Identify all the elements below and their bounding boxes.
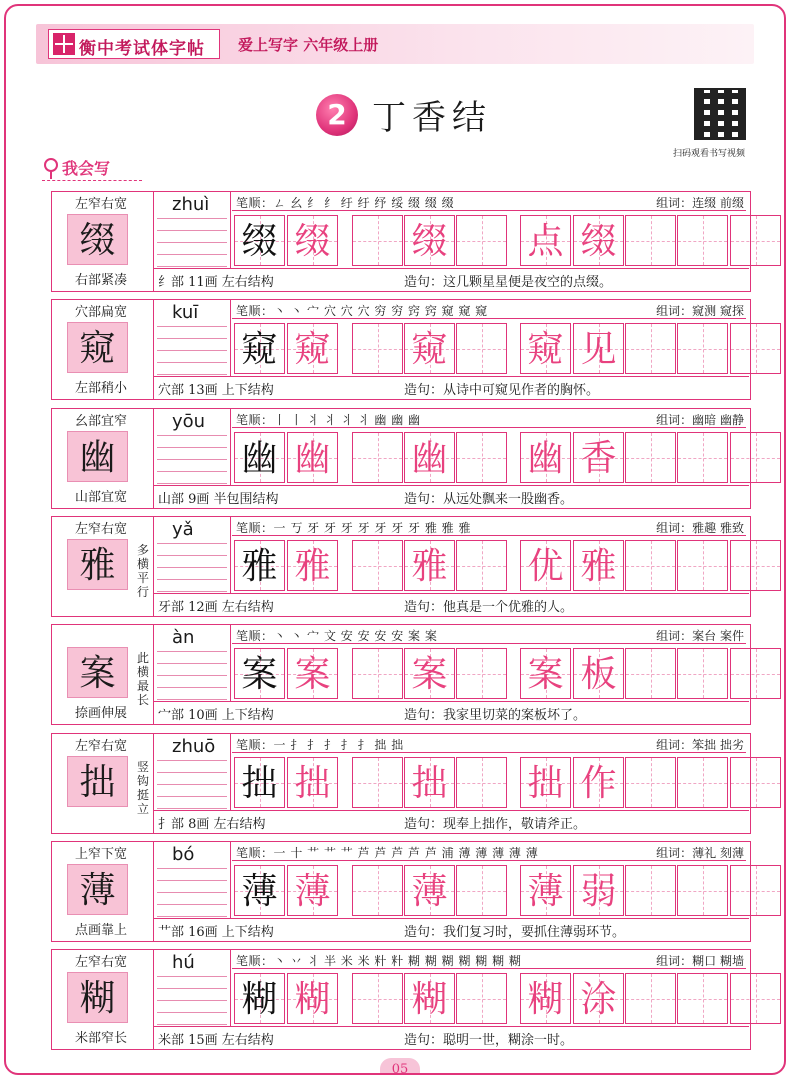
trace-character: 窥 xyxy=(411,329,448,370)
tianzige-cell[interactable] xyxy=(456,648,507,699)
phrase-character: 弱 xyxy=(580,871,617,912)
info-divider xyxy=(153,918,749,919)
tianzige-cell[interactable] xyxy=(625,215,676,266)
tianzige-cell[interactable] xyxy=(456,215,507,266)
tianzige-cell[interactable] xyxy=(404,973,455,1024)
tianzige-cell[interactable] xyxy=(730,973,781,1024)
pinyin: àn xyxy=(172,627,195,648)
structure-tip-top: 左窄右宽 xyxy=(74,522,127,537)
column-divider xyxy=(230,950,231,1026)
tianzige-cell[interactable] xyxy=(234,757,285,808)
tianzige-cell[interactable] xyxy=(730,432,781,483)
structure-tip-bottom: 米部窄长 xyxy=(74,1031,127,1046)
stroke-order: 笔顺：一 丂 牙 牙 牙 牙 牙 牙 牙 雅 雅 雅 xyxy=(236,521,471,535)
tianzige-cell[interactable] xyxy=(287,865,338,916)
brand-logo-icon xyxy=(53,33,75,55)
model-character: 缀 xyxy=(241,221,278,262)
tianzige-cell[interactable] xyxy=(456,540,507,591)
tianzige-cell[interactable] xyxy=(677,865,728,916)
tianzige-cell[interactable] xyxy=(730,540,781,591)
tianzige-cell[interactable] xyxy=(520,865,571,916)
radical-strokes-structure: 宀部 10画 上下结构 xyxy=(158,708,274,723)
column-divider xyxy=(230,734,231,810)
page-header xyxy=(36,24,754,64)
character-row xyxy=(51,949,751,1050)
phrase-character: 作 xyxy=(580,763,617,804)
trace-character: 案 xyxy=(294,654,331,695)
pinyin: zhuì xyxy=(172,194,210,215)
stroke-order: 笔顺：一 十 艹 艹 艹 芦 芦 芦 芦 芦 浦 薄 薄 薄 薄 薄 xyxy=(236,846,539,860)
tianzige-cell[interactable] xyxy=(234,323,285,374)
practice-grid xyxy=(232,427,746,485)
info-divider xyxy=(153,1026,749,1027)
tianzige-cell[interactable] xyxy=(730,865,781,916)
trace-character: 糊 xyxy=(294,979,331,1020)
tianzige-cell[interactable] xyxy=(730,215,781,266)
series-title: 爱上写字 六年级上册 xyxy=(238,36,379,54)
radical-strokes-structure: 米部 15画 左右结构 xyxy=(158,1033,274,1048)
tianzige-cell[interactable] xyxy=(677,215,728,266)
feature-character: 薄 xyxy=(79,870,116,911)
stroke-order: 笔顺：丶 丶 宀 文 安 安 安 安 案 案 xyxy=(236,629,438,643)
tianzige-cell[interactable] xyxy=(352,757,403,808)
tianzige-cell[interactable] xyxy=(456,323,507,374)
tianzige-cell[interactable] xyxy=(677,323,728,374)
practice-grid xyxy=(232,752,746,810)
structure-tip-bottom: 左部稍小 xyxy=(74,381,127,396)
column-divider xyxy=(230,409,231,485)
tianzige-cell[interactable] xyxy=(625,648,676,699)
practice-grid xyxy=(232,643,746,701)
structure-tip-bottom: 点画靠上 xyxy=(74,923,127,938)
tianzige-cell[interactable] xyxy=(234,648,285,699)
model-character: 幽 xyxy=(241,438,278,479)
tianzige-cell[interactable] xyxy=(730,323,781,374)
trace-character: 薄 xyxy=(411,871,448,912)
practice-grid xyxy=(232,318,746,376)
character-row xyxy=(51,191,751,292)
trace-character: 薄 xyxy=(294,871,331,912)
phrase-character: 板 xyxy=(580,654,617,695)
feature-character: 雅 xyxy=(79,545,116,586)
feature-character: 拙 xyxy=(79,762,116,803)
pinyin-lines xyxy=(154,950,230,1026)
info-divider xyxy=(153,376,749,377)
example-sentence: 造句：从远处飘来一股幽香。 xyxy=(404,492,574,507)
tianzige-cell[interactable] xyxy=(287,323,338,374)
trace-character: 窥 xyxy=(294,329,331,370)
workbook-page xyxy=(4,4,786,1075)
feature-character-box xyxy=(67,431,128,482)
pinyin: yōu xyxy=(172,411,206,432)
feature-character: 糊 xyxy=(79,978,116,1019)
tianzige-cell[interactable] xyxy=(456,865,507,916)
tianzige-cell[interactable] xyxy=(677,757,728,808)
tianzige-cell[interactable] xyxy=(520,973,571,1024)
character-row xyxy=(51,624,751,725)
pinyin-lines xyxy=(154,842,230,918)
tianzige-cell[interactable] xyxy=(730,648,781,699)
feature-character-box xyxy=(67,864,128,915)
tianzige-cell[interactable] xyxy=(677,432,728,483)
tianzige-cell[interactable] xyxy=(352,215,403,266)
section-label: 我会写 xyxy=(62,159,111,178)
word-groups: 组词：案台 案件 xyxy=(656,629,744,643)
tianzige-cell[interactable] xyxy=(730,757,781,808)
radical-strokes-structure: 牙部 12画 左右结构 xyxy=(158,600,274,615)
character-row xyxy=(51,841,751,942)
stroke-tip: 竖钩挺立 xyxy=(136,760,149,816)
phrase-character: 优 xyxy=(527,546,564,587)
tianzige-cell[interactable] xyxy=(520,540,571,591)
word-groups: 组词：笨拙 拙劣 xyxy=(656,738,744,752)
phrase-character: 香 xyxy=(580,438,617,479)
section-underline xyxy=(42,180,142,182)
tianzige-cell[interactable] xyxy=(234,215,285,266)
radical-strokes-structure: 山部 9画 半包围结构 xyxy=(158,492,279,507)
tianzige-cell[interactable] xyxy=(287,432,338,483)
phrase-character: 案 xyxy=(527,654,564,695)
example-sentence: 造句：现奉上拙作，敬请斧正。 xyxy=(404,817,587,832)
tianzige-cell[interactable] xyxy=(456,432,507,483)
stroke-order: 笔顺：ㄥ 幺 纟 纟 纡 纡 纾 绥 缀 缀 缀 xyxy=(236,196,455,210)
phrase-character: 缀 xyxy=(580,221,617,262)
phrase-character: 拙 xyxy=(527,763,564,804)
phrase-character: 见 xyxy=(580,329,617,370)
pinyin: bó xyxy=(172,844,195,865)
word-groups: 组词：糊口 糊墙 xyxy=(656,954,744,968)
pinyin-lines xyxy=(154,625,230,701)
radical-strokes-structure: 穴部 13画 上下结构 xyxy=(158,383,274,398)
trace-character: 缀 xyxy=(294,221,331,262)
trace-character: 缀 xyxy=(411,221,448,262)
practice-grid xyxy=(232,968,746,1026)
stroke-tip: 多横平行 xyxy=(136,543,149,599)
trace-character: 案 xyxy=(411,654,448,695)
trace-character: 糊 xyxy=(411,979,448,1020)
structure-tip-bottom: 山部宜宽 xyxy=(74,490,127,505)
character-row xyxy=(51,408,751,509)
tianzige-cell[interactable] xyxy=(352,323,403,374)
example-sentence: 造句：这几颗星星便是夜空的点缀。 xyxy=(404,275,613,290)
trace-character: 拙 xyxy=(411,763,448,804)
model-character: 拙 xyxy=(241,763,278,804)
column-divider xyxy=(230,842,231,918)
feature-character: 幽 xyxy=(79,437,116,478)
trace-character: 幽 xyxy=(294,438,331,479)
character-row xyxy=(51,516,751,617)
phrase-character: 点 xyxy=(527,221,564,262)
feature-character-box xyxy=(67,214,128,265)
feature-character: 缀 xyxy=(79,220,116,261)
example-sentence: 造句：从诗中可窥见作者的胸怀。 xyxy=(404,383,600,398)
tianzige-cell[interactable] xyxy=(677,973,728,1024)
example-sentence: 造句：我们复习时，要抓住薄弱环节。 xyxy=(404,925,626,940)
pinyin-lines xyxy=(154,192,230,268)
practice-grid xyxy=(232,535,746,593)
tianzige-cell[interactable] xyxy=(234,973,285,1024)
qr-caption: 扫码观看书写视频 xyxy=(673,149,746,159)
tianzige-cell[interactable] xyxy=(352,432,403,483)
tianzige-cell[interactable] xyxy=(625,757,676,808)
feature-character-box xyxy=(67,972,128,1023)
structure-tip-top: 上窄下宽 xyxy=(74,847,127,862)
practice-grid xyxy=(232,860,746,918)
tianzige-cell[interactable] xyxy=(520,215,571,266)
brand-box xyxy=(48,29,220,59)
tianzige-cell[interactable] xyxy=(573,865,624,916)
pinyin-lines xyxy=(154,517,230,593)
phrase-character: 薄 xyxy=(527,871,564,912)
model-character: 案 xyxy=(241,654,278,695)
info-divider xyxy=(153,810,749,811)
model-character: 薄 xyxy=(241,871,278,912)
feature-character: 案 xyxy=(79,653,116,694)
tianzige-cell[interactable] xyxy=(520,648,571,699)
trace-character: 拙 xyxy=(294,763,331,804)
tianzige-cell[interactable] xyxy=(287,540,338,591)
pinyin: kuī xyxy=(172,302,199,323)
tianzige-cell[interactable] xyxy=(404,757,455,808)
tianzige-cell[interactable] xyxy=(573,757,624,808)
stroke-tip: 此横最长 xyxy=(136,651,149,707)
tianzige-cell[interactable] xyxy=(625,973,676,1024)
tianzige-cell[interactable] xyxy=(573,540,624,591)
practice-grid xyxy=(232,210,746,268)
column-divider xyxy=(230,625,231,701)
lesson-title: 丁香结 xyxy=(372,98,492,138)
phrase-character: 糊 xyxy=(527,979,564,1020)
tianzige-cell[interactable] xyxy=(520,323,571,374)
tianzige-cell[interactable] xyxy=(404,648,455,699)
character-row xyxy=(51,299,751,400)
trace-character: 幽 xyxy=(411,438,448,479)
pinyin-lines xyxy=(154,300,230,376)
stroke-order: 笔顺：丶 丶 宀 穴 穴 穴 穷 穷 窍 窍 窥 窥 窥 xyxy=(236,304,488,318)
tianzige-cell[interactable] xyxy=(287,648,338,699)
word-groups: 组词：窥测 窥探 xyxy=(656,304,744,318)
feature-character-box xyxy=(67,756,128,807)
tianzige-cell[interactable] xyxy=(287,215,338,266)
tianzige-cell[interactable] xyxy=(234,865,285,916)
pinyin-lines xyxy=(154,734,230,810)
pinyin: zhuō xyxy=(172,736,216,757)
brand-title: 衡中考试体字帖 xyxy=(79,39,205,59)
column-divider xyxy=(230,517,231,593)
tianzige-cell[interactable] xyxy=(625,432,676,483)
stroke-order: 笔顺：丶 丷 丬 半 米 米 籵 籵 糊 糊 糊 糊 糊 糊 糊 xyxy=(236,954,522,968)
tianzige-cell[interactable] xyxy=(520,757,571,808)
structure-tip-bottom: 右部紧凑 xyxy=(74,273,127,288)
feature-character: 窥 xyxy=(79,328,116,369)
tianzige-cell[interactable] xyxy=(352,865,403,916)
model-character: 糊 xyxy=(241,979,278,1020)
example-sentence: 造句：他真是一个优雅的人。 xyxy=(404,600,574,615)
feature-character-box xyxy=(67,322,128,373)
trace-character: 雅 xyxy=(411,546,448,587)
tianzige-cell[interactable] xyxy=(573,215,624,266)
structure-tip-top: 左窄右宽 xyxy=(74,197,127,212)
trace-character: 雅 xyxy=(294,546,331,587)
info-divider xyxy=(153,485,749,486)
tianzige-cell[interactable] xyxy=(625,865,676,916)
structure-tip-top: 左窄右宽 xyxy=(74,955,127,970)
radical-strokes-structure: 纟部 11画 左右结构 xyxy=(158,275,274,290)
example-sentence: 造句：聪明一世，糊涂一时。 xyxy=(404,1033,574,1048)
phrase-character: 涂 xyxy=(580,979,617,1020)
info-divider xyxy=(153,593,749,594)
tianzige-cell[interactable] xyxy=(573,973,624,1024)
radical-strokes-structure: 艹部 16画 上下结构 xyxy=(158,925,274,940)
feature-character-box xyxy=(67,539,128,590)
tianzige-cell[interactable] xyxy=(625,540,676,591)
lesson-number-badge: 2 xyxy=(316,94,358,136)
feature-character-box xyxy=(67,647,128,698)
structure-tip-top: 幺部宜窄 xyxy=(74,414,127,429)
stroke-order: 笔顺：一 扌 扌 扌 扌 扌 拙 拙 xyxy=(236,738,404,752)
tianzige-cell[interactable] xyxy=(287,973,338,1024)
tianzige-cell[interactable] xyxy=(404,215,455,266)
phrase-character: 窥 xyxy=(527,329,564,370)
example-sentence: 造句：我家里切菜的案板坏了。 xyxy=(404,708,587,723)
model-character: 雅 xyxy=(241,546,278,587)
stroke-order: 笔顺：丨 丨 丬 丬 丬 丬 幽 幽 幽 xyxy=(236,413,421,427)
radical-strokes-structure: 扌部 8画 左右结构 xyxy=(158,817,266,832)
info-divider xyxy=(153,268,749,269)
pinyin-lines xyxy=(154,409,230,485)
pinyin: hú xyxy=(172,952,195,973)
pinyin: yǎ xyxy=(172,519,194,540)
word-groups: 组词：幽暗 幽静 xyxy=(656,413,744,427)
tianzige-cell[interactable] xyxy=(352,973,403,1024)
word-groups: 组词：薄礼 刻薄 xyxy=(656,846,744,860)
structure-tip-top: 左窄右宽 xyxy=(74,739,127,754)
info-divider xyxy=(153,701,749,702)
phrase-character: 雅 xyxy=(580,546,617,587)
tianzige-cell[interactable] xyxy=(520,432,571,483)
tianzige-cell[interactable] xyxy=(625,323,676,374)
pen-nib-icon xyxy=(44,158,58,172)
phrase-character: 幽 xyxy=(527,438,564,479)
tianzige-cell[interactable] xyxy=(456,757,507,808)
tianzige-cell[interactable] xyxy=(677,540,728,591)
tianzige-cell[interactable] xyxy=(573,323,624,374)
structure-tip-top: 穴部扁宽 xyxy=(74,305,127,320)
page-number: 05 xyxy=(380,1058,420,1075)
tianzige-cell[interactable] xyxy=(456,973,507,1024)
column-divider xyxy=(230,192,231,268)
model-character: 窥 xyxy=(241,329,278,370)
tianzige-cell[interactable] xyxy=(287,757,338,808)
tianzige-cell[interactable] xyxy=(677,648,728,699)
character-row xyxy=(51,733,751,834)
structure-tip-bottom: 捺画伸展 xyxy=(74,706,127,721)
tianzige-cell[interactable] xyxy=(234,540,285,591)
tianzige-cell[interactable] xyxy=(234,432,285,483)
tianzige-cell[interactable] xyxy=(352,648,403,699)
tianzige-cell[interactable] xyxy=(404,540,455,591)
tianzige-cell[interactable] xyxy=(404,323,455,374)
tianzige-cell[interactable] xyxy=(573,648,624,699)
word-groups: 组词：雅趣 雅致 xyxy=(656,521,744,535)
word-groups: 组词：连缀 前缀 xyxy=(656,196,744,210)
tianzige-cell[interactable] xyxy=(404,432,455,483)
tianzige-cell[interactable] xyxy=(404,865,455,916)
column-divider xyxy=(230,300,231,376)
tianzige-cell[interactable] xyxy=(573,432,624,483)
tianzige-cell[interactable] xyxy=(352,540,403,591)
qr-code-icon[interactable] xyxy=(694,88,746,140)
